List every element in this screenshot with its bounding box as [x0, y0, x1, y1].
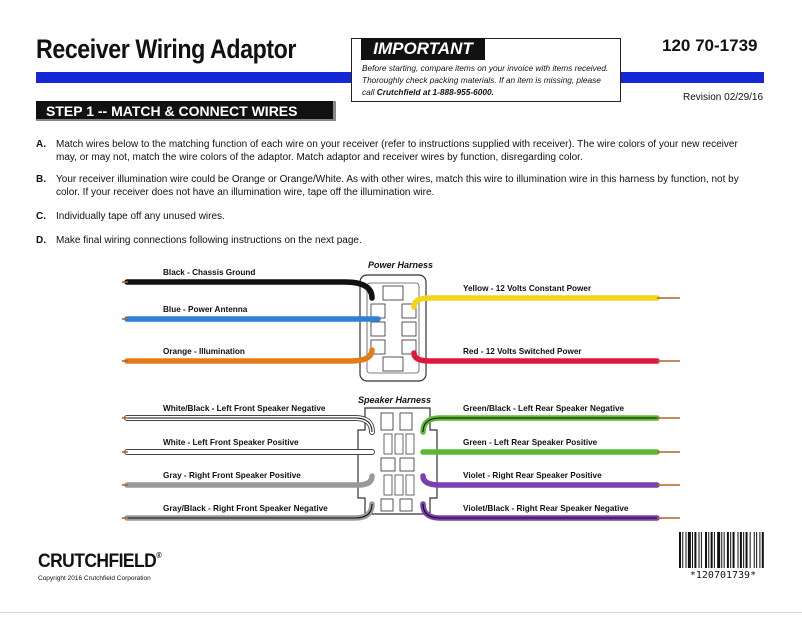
barcode-text: *120701739*	[689, 570, 757, 581]
instruction-text: Match wires below to the matching function of each wire on your receiver (refer to instructions supplied with receiver). The wire colors of your new receiver may, or may not, match the wire colors of the adaptor. Match adaptor and receiver wires by function, disregarding color.	[56, 139, 738, 163]
power-wire-red	[414, 347, 680, 361]
copyright: Copyright 2016 Crutchfield Corporation	[38, 575, 151, 582]
speaker-wire-green	[423, 438, 680, 452]
part-number: 120 70-1739	[662, 36, 758, 55]
barcode-bar	[754, 532, 755, 568]
barcode-bar	[724, 532, 725, 568]
important-banner: IMPORTANT	[361, 38, 485, 60]
instruction-text: Individually tape off any unused wires.	[56, 211, 225, 222]
barcode-bar	[750, 532, 751, 568]
page-title: Receiver Wiring Adaptor	[36, 34, 297, 64]
wire-label: Violet - Right Rear Speaker Positive	[463, 471, 602, 480]
instruction-letter: B.	[36, 174, 46, 185]
barcode-bar	[743, 532, 744, 568]
speaker-wire-gray	[122, 471, 372, 485]
power-wire-orange	[122, 347, 372, 361]
barcode-bar	[759, 532, 760, 568]
barcode-bar	[733, 532, 735, 568]
wire-label: White/Black - Left Front Speaker Negative	[163, 404, 326, 413]
crutchfield-logo	[38, 551, 161, 573]
wire-label: Orange - Illumination	[163, 347, 245, 356]
barcode-bar	[679, 532, 681, 568]
speaker-wire-gray-black	[122, 504, 372, 518]
barcode-bar	[730, 532, 731, 568]
wire-label: Yellow - 12 Volts Constant Power	[463, 284, 592, 293]
speaker-harness-label: Speaker Harness	[358, 395, 432, 405]
barcode-bar	[756, 532, 757, 568]
instruction-letter: C.	[36, 211, 46, 222]
barcode-bar	[688, 532, 691, 568]
barcode-bar	[705, 532, 707, 568]
barcode-bar	[762, 532, 764, 568]
important-body: Before starting, compare items on your invoice with items received. Thoroughly check packing materials. If an item is missing, please call	[362, 63, 609, 97]
barcode	[679, 532, 765, 568]
wire-label: Green - Left Rear Speaker Positive	[463, 438, 598, 447]
wire-label: Violet/Black - Right Rear Speaker Negative	[463, 504, 629, 513]
wire-label: Blue - Power Antenna	[163, 305, 248, 314]
barcode-bar	[701, 532, 702, 568]
revision-date: Revision 02/29/16	[683, 92, 764, 103]
instruction-text: Your receiver illumination wire could be Orange or Orange/White. As with other wires, match this wire to illumination wire in this harness by function, not by color. If your receiver does not have an illumination wire, tape off the illumination wire.	[56, 174, 739, 198]
power-wire-blue	[122, 305, 378, 319]
footer-rule	[0, 612, 802, 613]
barcode-bar	[727, 532, 729, 568]
barcode-bar	[714, 532, 715, 568]
barcode-bar	[686, 532, 687, 568]
wire-label: Red - 12 Volts Switched Power	[463, 347, 582, 356]
barcode-bar	[721, 532, 722, 568]
registered-mark: ®	[156, 551, 162, 560]
instruction-letter: D.	[36, 235, 46, 246]
speaker-wire-violet-black	[423, 504, 680, 518]
barcode-bar	[746, 532, 748, 568]
speaker-wire-violet	[423, 471, 680, 485]
barcode-bar	[692, 532, 693, 568]
barcode-bar	[740, 532, 742, 568]
barcode-bar	[711, 532, 713, 568]
wire-label: Black - Chassis Ground	[163, 268, 256, 277]
barcode-bar	[738, 532, 739, 568]
barcode-bar	[694, 532, 696, 568]
wire-label: Gray/Black - Right Front Speaker Negative	[163, 504, 328, 513]
instruction-text: Make final wiring connections following instructions on the next page.	[56, 235, 362, 246]
power-harness-label: Power Harness	[368, 260, 434, 270]
speaker-wire-green-black	[423, 404, 680, 432]
barcode-bar	[708, 532, 709, 568]
barcode-bar	[717, 532, 720, 568]
wire-label: White - Left Front Speaker Positive	[163, 438, 299, 447]
logo-text: CRUTCHFIELD	[38, 551, 157, 572]
speaker-wire-white	[122, 438, 372, 452]
barcode-bar	[682, 532, 683, 568]
step-heading: STEP 1 -- MATCH & CONNECT WIRES	[36, 101, 336, 121]
power-wire-yellow	[414, 284, 680, 307]
speaker-wire-white-black	[122, 404, 372, 432]
wire-label: Gray - Right Front Speaker Positive	[163, 471, 301, 480]
wire-label: Green/Black - Left Rear Speaker Negative	[463, 404, 625, 413]
barcode-bar	[699, 532, 700, 568]
instruction-letter: A.	[36, 139, 46, 150]
power-wire-black	[122, 268, 372, 298]
important-phone: Crutchfield at 1-888-955-6000.	[376, 87, 494, 97]
